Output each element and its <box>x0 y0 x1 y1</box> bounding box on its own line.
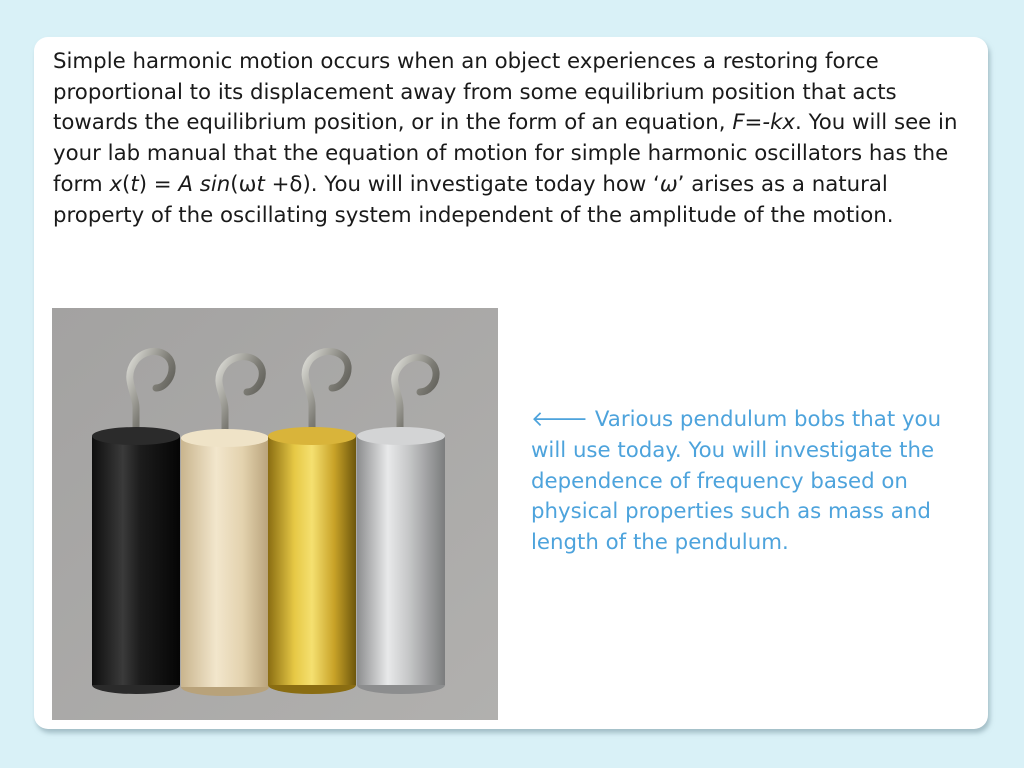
equation-omega-paren: (ω <box>230 171 257 197</box>
equation-sin: sin <box>199 171 231 197</box>
equation-x: x <box>109 171 123 197</box>
pendulum-bobs-photo <box>52 308 498 720</box>
paragraph-outro-text: ’ arises as a natural property of the oscillating system independent of the amplitude of the motion. <box>53 171 894 228</box>
equation-amplitude: A <box>178 171 193 197</box>
paragraph-middle-text: . You will see in your lab manual that the equation of motion for simple harmonic oscillators has the form <box>53 110 958 197</box>
omega-symbol: ω <box>659 171 678 197</box>
equation-t-second: t <box>256 171 265 197</box>
left-arrow-icon: 🡐 <box>531 407 589 432</box>
equation-equals: ) = <box>138 171 179 197</box>
caption-text: Various pendulum bobs that you will use today. You will investigate the dependence of frequency based on physical properties such as mass and length of the pendulum. <box>531 407 942 556</box>
equation-open-paren: ( <box>122 171 131 197</box>
force-equation: F=-kx <box>732 110 796 136</box>
equation-space <box>193 172 200 197</box>
intro-paragraph <box>53 47 973 231</box>
paragraph-intro-text: Simple harmonic motion occurs when an object experiences a restoring force proportional to its displacement away from some equilibrium position that acts towards the equilibrium position, or in the form of an equation, <box>53 49 897 136</box>
photo-caption <box>531 405 951 559</box>
equation-tail: +δ). You will investigate today how ‘ <box>264 171 660 197</box>
equation-t: t <box>130 171 139 197</box>
